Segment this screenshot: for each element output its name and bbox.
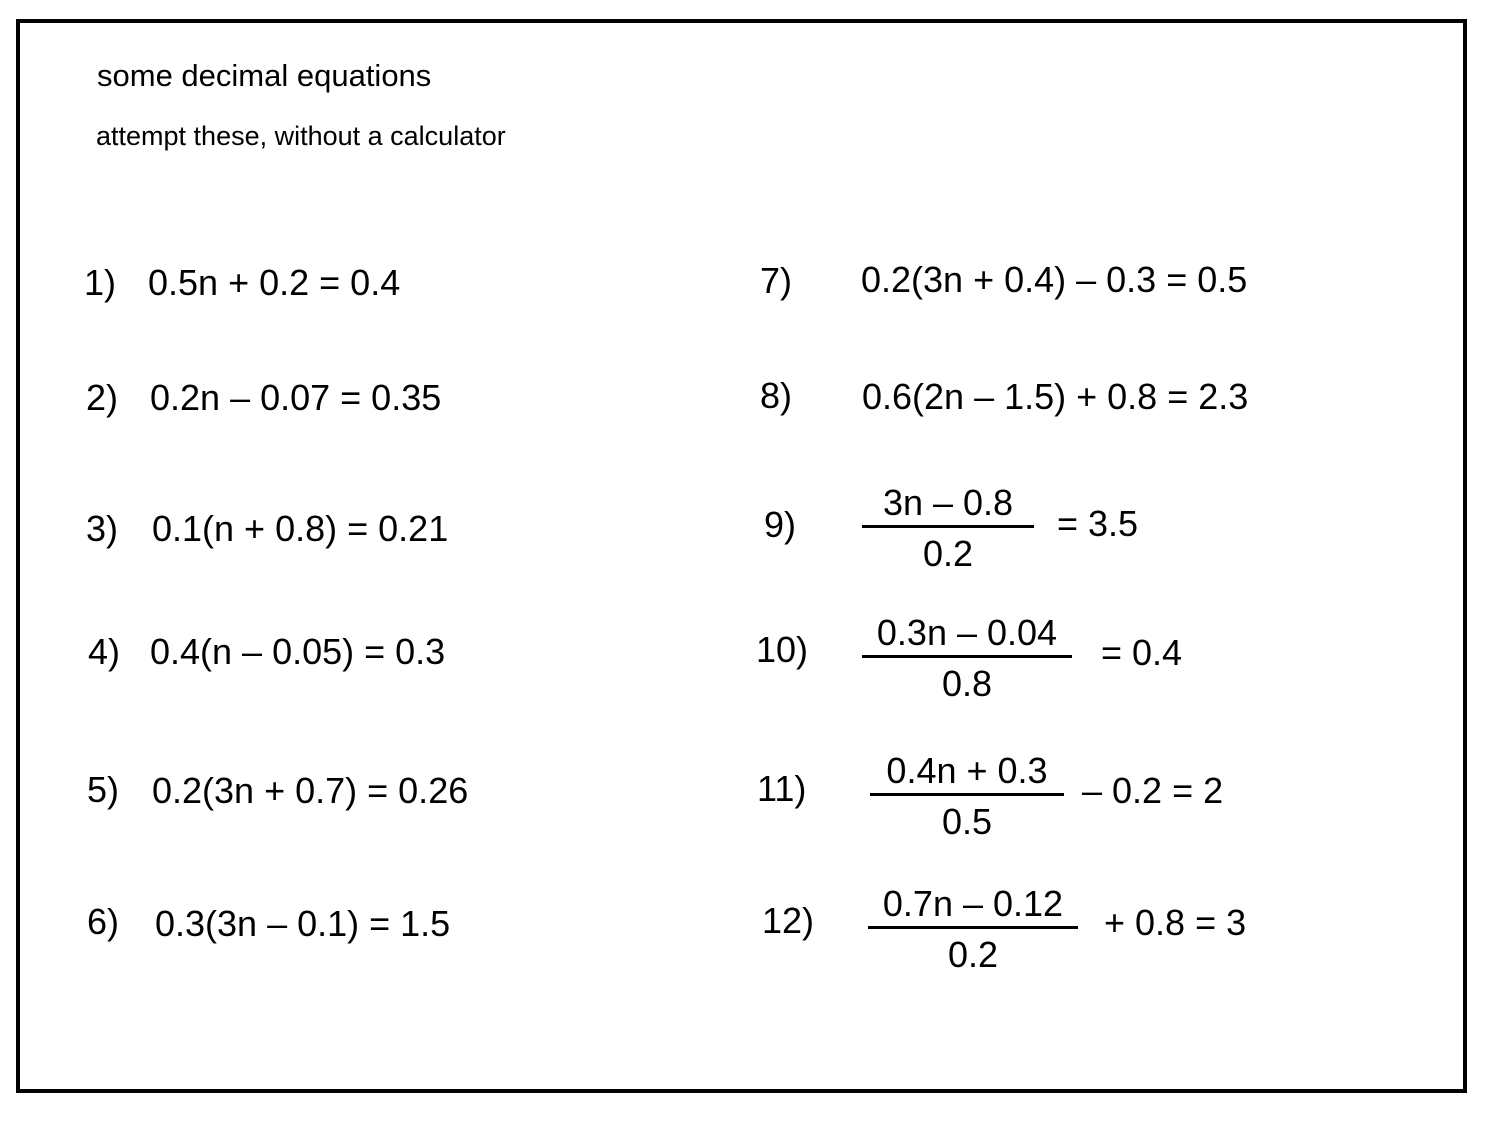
problem-10-rest: = 0.4 xyxy=(1101,632,1183,673)
problem-5-number: 5) xyxy=(87,769,120,810)
worksheet-subtitle: attempt these, without a calculator xyxy=(96,121,506,151)
problem-7-equation: 0.2(3n + 0.4) – 0.3 = 0.5 xyxy=(861,259,1248,300)
problem-9-number: 9) xyxy=(764,504,797,545)
problem-11-fraction xyxy=(870,751,1064,842)
problem-10-number: 10) xyxy=(756,629,809,670)
problem-12-numerator: 0.7n – 0.12 xyxy=(882,883,1064,924)
problem-2-number: 2) xyxy=(86,377,119,418)
problem-4-number: 4) xyxy=(88,631,121,672)
problem-10-fraction xyxy=(862,613,1072,704)
problem-5-equation: 0.2(3n + 0.7) = 0.26 xyxy=(152,770,469,811)
problem-3-equation: 0.1(n + 0.8) = 0.21 xyxy=(152,508,449,549)
problem-6-number: 6) xyxy=(87,901,120,942)
problem-12-denominator: 0.2 xyxy=(947,934,999,975)
problem-11-numerator: 0.4n + 0.3 xyxy=(886,750,1048,791)
problem-11-denominator: 0.5 xyxy=(941,801,993,842)
problem-1-equation: 0.5n + 0.2 = 0.4 xyxy=(148,262,401,303)
problem-6-equation: 0.3(3n – 0.1) = 1.5 xyxy=(155,903,451,944)
problem-8-equation: 0.6(2n – 1.5) + 0.8 = 2.3 xyxy=(862,376,1249,417)
problem-12-fraction xyxy=(868,884,1078,975)
problem-11-rest: – 0.2 = 2 xyxy=(1082,770,1224,811)
problem-9-fraction xyxy=(862,483,1034,574)
problem-1-number: 1) xyxy=(84,262,117,303)
problem-2-equation: 0.2n – 0.07 = 0.35 xyxy=(150,377,442,418)
worksheet-title: some decimal equations xyxy=(97,58,432,93)
problem-10-denominator: 0.8 xyxy=(941,663,993,704)
problem-3-number: 3) xyxy=(86,508,119,549)
problem-9-rest: = 3.5 xyxy=(1057,503,1139,544)
problem-12-rest: + 0.8 = 3 xyxy=(1104,902,1247,943)
problem-9-denominator: 0.2 xyxy=(922,533,974,574)
problem-10-numerator: 0.3n – 0.04 xyxy=(876,612,1058,653)
problem-4-equation: 0.4(n – 0.05) = 0.3 xyxy=(150,631,446,672)
problem-8-number: 8) xyxy=(760,375,793,416)
problem-11-number: 11) xyxy=(757,768,807,809)
problem-12-number: 12) xyxy=(762,900,815,941)
problem-9-numerator: 3n – 0.8 xyxy=(882,482,1014,523)
problem-7-number: 7) xyxy=(760,260,793,301)
